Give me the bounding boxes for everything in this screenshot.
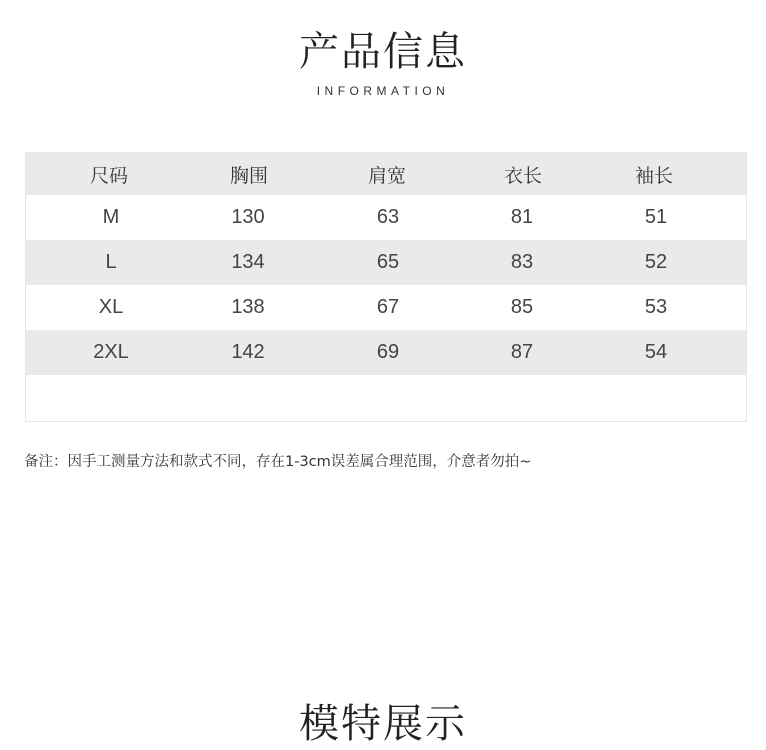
table-cell-sleeve: 52 [644,251,668,273]
table-empty-row [26,375,746,420]
table-cell-length: 83 [510,251,534,273]
table-cell-size: 2XL [93,341,129,363]
measurement-note: 备注：因手工测量方法和款式不同，存在1-3cm误差属合理范围，介意者勿拍~ [24,454,532,470]
table-row [26,285,746,330]
header-shoulder: 肩宽 [367,164,406,187]
table-cell-sleeve: 53 [644,296,668,318]
model-display-title: 模特展示 [299,701,467,747]
product-info-title: 产品信息 [299,29,467,75]
table-cell-chest: 142 [231,341,265,363]
table-row [26,195,746,240]
size-table [25,152,747,422]
table-cell-length: 87 [510,341,534,363]
table-cell-size: XL [98,296,124,318]
header-sleeve: 袖长 [634,164,673,187]
header-size: 尺码 [89,164,128,187]
table-cell-size: M [102,206,120,228]
table-cell-shoulder: 63 [376,206,400,228]
table-cell-shoulder: 69 [376,341,400,363]
table-cell-sleeve: 54 [644,341,668,363]
table-header-row [26,153,746,195]
table-cell-chest: 138 [231,296,265,318]
table-cell-length: 81 [510,206,534,228]
header-length: 衣长 [503,164,542,187]
header-chest: 胸围 [229,164,268,187]
table-cell-chest: 134 [231,251,265,273]
table-row [26,240,746,285]
table-cell-length: 85 [510,296,534,318]
table-cell-sleeve: 51 [644,206,668,228]
table-cell-shoulder: 65 [376,251,400,273]
table-cell-size: L [105,251,117,273]
table-cell-shoulder: 67 [376,296,400,318]
table-row [26,330,746,375]
information-subtitle: INFORMATION [316,84,450,98]
table-cell-chest: 130 [231,206,265,228]
